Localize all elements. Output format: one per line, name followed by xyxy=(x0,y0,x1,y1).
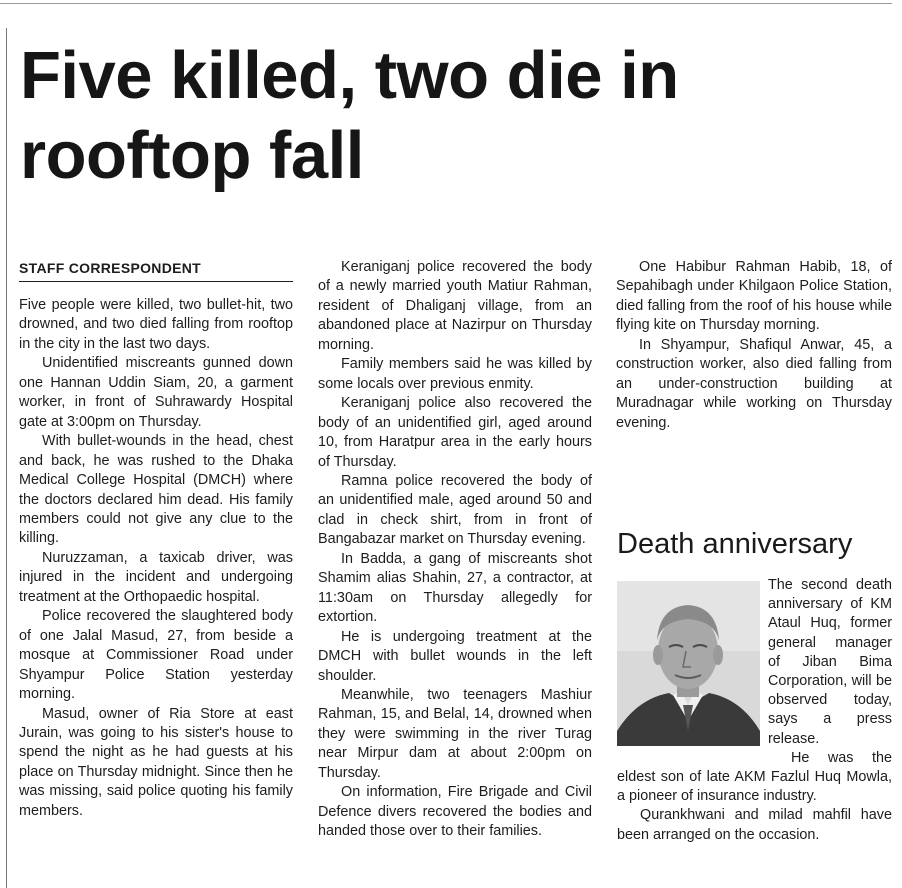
headline: Five killed, two die in rooftop fall xyxy=(20,38,679,193)
article-paragraph: Family members said he was killed by some locals over previous enmity. xyxy=(318,356,592,392)
sidebar-body xyxy=(617,576,892,845)
article-paragraph: In Badda, a gang of miscreants shot Shamim alias Shahin, 27, a contractor, at 11:30am on Thursday allegedly for extortion. xyxy=(318,550,592,626)
article-paragraph: He is undergoing treatment at the DMCH with bullet wounds in the left shoulder. xyxy=(318,628,592,684)
sidebar-paragraph: He was the eldest son of late AKM Fazlul Huq Mowla, a pioneer of insurance industry. xyxy=(617,749,892,805)
article-paragraph: Ramna police recovered the body of an unidentified male, aged around 50 and clad in check shirt, from in front of Bangabazar market on Thursday evening. xyxy=(318,472,592,548)
article-paragraph: Unidentified miscreants gunned down one Hannan Uddin Siam, 20, a garment worker, in front of Suhrawardy Hospital gate at 3:00pm on Thursday. xyxy=(19,355,293,430)
sidebar-heading: Death anniversary xyxy=(617,528,853,560)
article-column-3 xyxy=(616,258,892,433)
article-paragraph: Masud, owner of Ria Store at east Jurain, was going to his sister's house to spend the night as he had guests at his place on Thursday midnight. Since then he was missing, said police quoting his family members. xyxy=(19,705,293,819)
article-column-2 xyxy=(318,258,592,842)
sidebar-paragraph: The second death anniversary of KM Ataul Huq, former general manager of Jiban Bima Corporation, will be observed today, says a press release. xyxy=(768,577,892,747)
article-paragraph: Police recovered the slaughtered body of one Jalal Masud, 27, from beside a mosque at Commissioner Road under Shyampur Police Station yesterday morning. xyxy=(19,608,293,703)
article-paragraph: Keraniganj police also recovered the body of an unidentified girl, aged around 10, from Haratpur area in the early hours of Thursday. xyxy=(318,395,592,470)
article-paragraph: With bullet-wounds in the head, chest and back, he was rushed to the Dhaka Medical College Hospital (DMCH) where the doctors declared him dead. His family members could not give any clue to the killing. xyxy=(19,433,293,547)
sidebar-paragraph: Qurankhwani and milad mahfil have been arranged on the occasion. xyxy=(617,807,892,843)
byline-rule xyxy=(19,281,293,282)
article-column-1 xyxy=(19,258,293,821)
column-rule xyxy=(6,28,7,888)
article-paragraph: Five people were killed, two bullet-hit, two drowned, and two died falling from rooftop in the city in the last two days. xyxy=(19,297,293,352)
article-paragraph: One Habibur Rahman Habib, 18, of Sepahibagh under Khilgaon Police Station, died falling from the roof of his house while flying kite on Thursday morning. xyxy=(616,259,892,334)
byline: STAFF CORRESPONDENT xyxy=(19,260,201,276)
article-paragraph: In Shyampur, Shafiqul Anwar, 45, a construction worker, also died falling from an under-construction building at Muradnagar while working on Thursday evening. xyxy=(616,336,892,431)
article-paragraph: Nuruzzaman, a taxicab driver, was injured in the incident and undergoing treatment at the Orthopaedic hospital. xyxy=(19,549,293,605)
article-paragraph: Meanwhile, two teenagers Mashiur Rahman, 15, and Belal, 14, drowned when they were swimming in the river Turag near Mirpur dam at about 2:00pm on Thursday. xyxy=(318,686,592,781)
article-paragraph: On information, Fire Brigade and Civil Defence divers recovered the bodies and handed those over to their families. xyxy=(318,784,592,840)
top-rule xyxy=(0,3,892,4)
portrait-photo xyxy=(617,581,760,746)
article-paragraph: Keraniganj police recovered the body of a newly married youth Matiur Rahman, resident of Dhaliganj village, from an abandoned place at Nazirpur on Thursday morning. xyxy=(318,259,592,353)
